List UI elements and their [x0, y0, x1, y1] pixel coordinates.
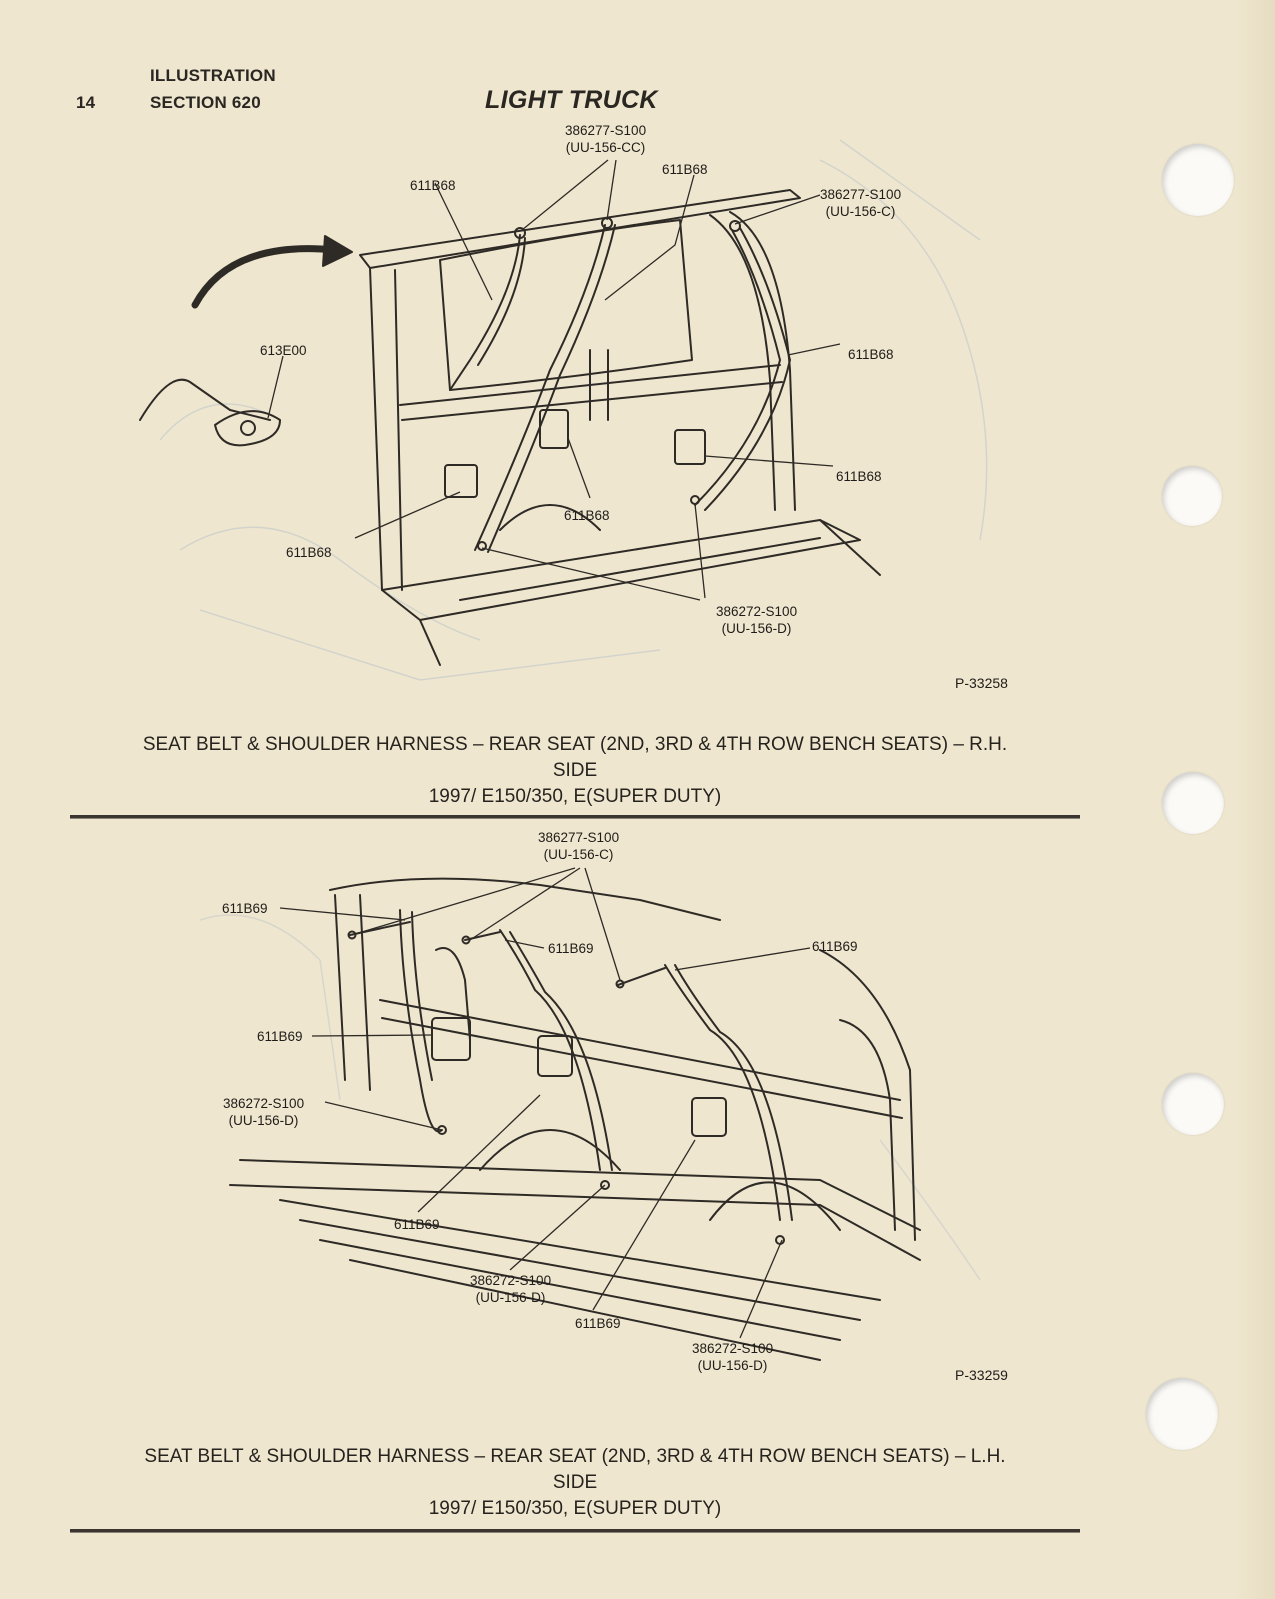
callout-part-number: 611B69	[394, 1217, 440, 1232]
callout-label	[286, 544, 332, 561]
callout-part-number: 611B69	[257, 1029, 303, 1044]
callout-part-number: 386272-S100	[692, 1341, 774, 1356]
figure-caption	[70, 1444, 1080, 1522]
callout-part-number: 613E00	[260, 343, 307, 358]
callout-part-number: 386272-S100	[716, 604, 798, 619]
figure-lh-side-drawing	[120, 830, 1050, 1410]
callout-label	[223, 1095, 304, 1129]
callout-part-number: 386272-S100	[470, 1273, 552, 1288]
section-divider	[70, 815, 1080, 819]
callout-label	[260, 342, 307, 359]
callout-label	[820, 186, 901, 220]
figure-number: P-33258	[955, 675, 1008, 691]
punch-hole	[1162, 772, 1224, 834]
callout-part-number: 611B68	[836, 469, 882, 484]
page-number: 14	[76, 93, 96, 112]
callout-label	[257, 1028, 303, 1045]
callout-label	[575, 1315, 621, 1332]
caption-title: SEAT BELT & SHOULDER HARNESS – REAR SEAT (2ND, 3RD & 4TH ROW BENCH SEATS) – L.H.	[144, 1446, 1006, 1467]
callout-label	[538, 829, 619, 863]
callout-label	[410, 177, 456, 194]
callout-label	[662, 161, 708, 178]
page-title: LIGHT TRUCK	[485, 86, 658, 114]
caption-side: SIDE	[552, 760, 598, 781]
callout-part-number: 611B68	[662, 162, 708, 177]
caption-vehicle: 1997/ E150/350, E(SUPER DUTY)	[428, 786, 722, 807]
figure-number: P-33259	[955, 1367, 1008, 1383]
callout-fastener-code: (UU-156-C)	[825, 204, 896, 219]
caption-title: SEAT BELT & SHOULDER HARNESS – REAR SEAT (2ND, 3RD & 4TH ROW BENCH SEATS) – R.H.	[142, 734, 1008, 755]
callout-label	[848, 346, 894, 363]
punch-hole	[1162, 466, 1222, 526]
callout-part-number: 611B68	[848, 347, 894, 362]
illustration-label: ILLUSTRATION	[150, 66, 276, 85]
punch-hole	[1162, 144, 1234, 216]
callout-part-number: 386277-S100	[820, 187, 902, 202]
callout-part-number: 611B68	[564, 508, 610, 523]
callout-fastener-code: (UU-156-D)	[228, 1113, 299, 1128]
callout-part-number: 611B69	[812, 939, 858, 954]
callout-label	[836, 468, 882, 485]
callout-fastener-code: (UU-156-D)	[721, 621, 792, 636]
callout-part-number: 386272-S100	[223, 1096, 305, 1111]
punch-hole	[1162, 1073, 1224, 1135]
figure-caption	[70, 732, 1080, 810]
callout-label	[716, 603, 797, 637]
callout-label	[692, 1340, 773, 1374]
section-label: SECTION 620	[150, 93, 261, 112]
callout-label	[812, 938, 858, 955]
callout-part-number: 386277-S100	[565, 123, 647, 138]
caption-side: SIDE	[552, 1472, 598, 1493]
callout-part-number: 611B69	[548, 941, 594, 956]
callout-fastener-code: (UU-156-D)	[697, 1358, 768, 1373]
callout-label	[470, 1272, 551, 1306]
callout-label	[548, 940, 594, 957]
callout-part-number: 611B69	[575, 1316, 621, 1331]
callout-fastener-code: (UU-156-D)	[475, 1290, 546, 1305]
callout-part-number: 611B68	[286, 545, 332, 560]
caption-vehicle: 1997/ E150/350, E(SUPER DUTY)	[428, 1498, 722, 1519]
callout-fastener-code: (UU-156-CC)	[565, 140, 646, 155]
figure-rh-side-drawing	[120, 120, 1050, 700]
punch-hole	[1146, 1378, 1218, 1450]
rh-side-line-art	[120, 120, 1050, 700]
page-edge	[1235, 0, 1275, 1599]
callout-part-number: 611B68	[410, 178, 456, 193]
callout-fastener-code: (UU-156-C)	[543, 847, 614, 862]
callout-part-number: 611B69	[222, 901, 268, 916]
callout-part-number: 386277-S100	[538, 830, 620, 845]
callout-label	[222, 900, 268, 917]
section-divider	[70, 1529, 1080, 1533]
callout-label	[565, 122, 646, 156]
callout-label	[394, 1216, 440, 1233]
callout-label	[564, 507, 610, 524]
